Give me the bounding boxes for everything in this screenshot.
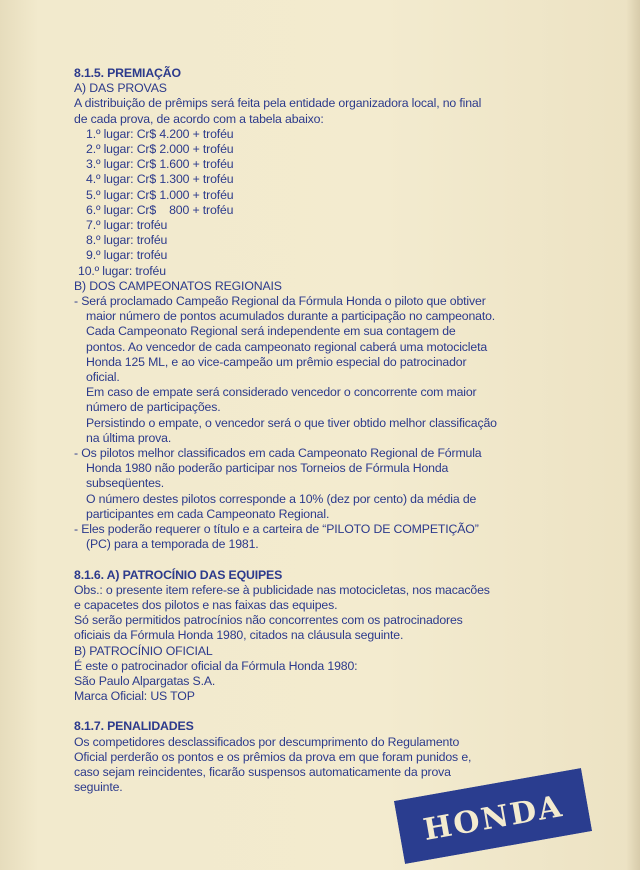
b-item-2-line-2: Honda 1980 não poderão participar nos Torneios de Fórmula Honda	[86, 461, 449, 476]
section-817-line-2: Oficial perderão os pontos e os prêmios da prova em que foram punidos e,	[74, 749, 472, 764]
section-815-b-title: B) DOS CAMPEONATOS REGIONAIS	[74, 278, 282, 293]
section-815-a-intro-line-1: A distribuição de prêmips será feita pela entidade organizadora local, no final	[74, 96, 482, 111]
section-817-line-1: Os competidores desclassificados por descumprimento do Regulamento	[74, 734, 460, 749]
section-815-b-item-3	[74, 522, 574, 552]
b-item-2-line-5: participantes em cada Campeonato Regional.	[86, 506, 330, 521]
b-item-1-line-1: - Será proclamado Campeão Regional da Fórmula Honda o piloto que obtiver	[74, 294, 486, 309]
b-item-1-line-10: na última prova.	[86, 430, 172, 445]
section-815-a-intro-line-2: de cada prova, de acordo com a tabela abaixo:	[74, 111, 324, 126]
page-edge-shadow	[626, 0, 640, 870]
section-815-title: 8.1.5. PREMIAÇÃO	[74, 66, 181, 80]
section-815-a-title: A) DAS PROVAS	[74, 81, 167, 96]
section-816-line-4: oficiais da Fórmula Honda 1980, citados na cláusula seguinte.	[74, 628, 404, 643]
b-item-3-line-2: (PC) para a temporada de 1981.	[86, 537, 259, 552]
prize-item-1: 1.º lugar: Cr$ 4.200 + troféu	[86, 126, 234, 141]
b-item-2-line-3: subseqüentes.	[86, 476, 165, 491]
b-item-3-line-1: - Eles poderão requerer o título e a carteira de “PILOTO DE COMPETIÇÃO”	[74, 522, 479, 537]
section-816-title: 8.1.6. A) PATROCÍNIO DAS EQUIPES	[74, 567, 283, 582]
prize-item-3: 3.º lugar: Cr$ 1.600 + troféu	[86, 157, 234, 172]
prize-item-9: 9.º lugar: troféu	[86, 248, 168, 263]
section-815-b-item-2	[74, 446, 574, 522]
b-item-1-line-2: maior número de pontos acumulados durante a participação no campeonato.	[86, 309, 496, 324]
prize-list	[74, 127, 574, 279]
b-item-1-line-8: número de participações.	[86, 400, 221, 415]
section-816-line-2: e capacetes dos pilotos e nas faixas das equipes.	[74, 597, 338, 612]
section-817-line-4: seguinte.	[74, 780, 123, 795]
b-item-1-line-3: Cada Campeonato Regional será independente em sua contagem de	[86, 324, 456, 339]
prize-item-6: 6.º lugar: Cr$ 800 + troféu	[86, 202, 234, 217]
b-item-1-line-7: Em caso de empate será considerado vencedor o concorrente com maior	[86, 385, 477, 400]
prize-item-10: 10.º lugar: troféu	[78, 263, 166, 278]
b-item-2-line-1: - Os pilotos melhor classificados em cada Campeonato Regional de Fórmula	[74, 446, 482, 461]
prize-item-8: 8.º lugar: troféu	[86, 233, 168, 248]
document-content	[74, 66, 574, 795]
section-817-title: 8.1.7. PENALIDADES	[74, 719, 194, 734]
prize-item-7: 7.º lugar: troféu	[86, 218, 168, 233]
prize-item-5: 5.º lugar: Cr$ 1.000 + troféu	[86, 187, 234, 202]
prize-item-2: 2.º lugar: Cr$ 2.000 + troféu	[86, 142, 234, 157]
b-item-1-line-4: pontos. Ao vencedor de cada campeonato regional caberá uma motocicleta	[86, 339, 488, 354]
section-815-b-item-1	[74, 294, 574, 446]
section-816-b-line-1: É este o patrocinador oficial da Fórmula Honda 1980:	[74, 658, 358, 673]
section-gap-2	[74, 704, 574, 719]
b-item-2-line-4: O número destes pilotos corresponde a 10% (dez por cento) da média de	[86, 491, 477, 506]
b-item-1-line-5: Honda 125 ML, e ao vice-campeão um prêmio especial do patrocinador	[86, 354, 467, 369]
prize-item-4: 4.º lugar: Cr$ 1.300 + troféu	[86, 172, 234, 187]
section-817-line-3: caso sejam reincidentes, ficarão suspensos automaticamente da prova	[74, 764, 451, 779]
section-816-b-line-3: Marca Oficial: US TOP	[74, 689, 195, 704]
b-item-1-line-6: oficial.	[86, 370, 120, 385]
section-816-b-line-2: São Paulo Alpargatas S.A.	[74, 673, 216, 688]
b-item-1-line-9: Persistindo o empate, o vencedor será o que tiver obtido melhor classificação	[86, 415, 497, 430]
section-816-line-3: Só serão permitidos patrocínios não concorrentes com os patrocinadores	[74, 613, 463, 628]
section-816-b-title: B) PATROCÍNIO OFICIAL	[74, 643, 213, 658]
section-gap	[74, 553, 574, 568]
section-816-line-1: Obs.: o presente item refere-se à publicidade nas motocicletas, nos macacões	[74, 582, 490, 597]
honda-logo-text: HONDA	[420, 788, 567, 848]
